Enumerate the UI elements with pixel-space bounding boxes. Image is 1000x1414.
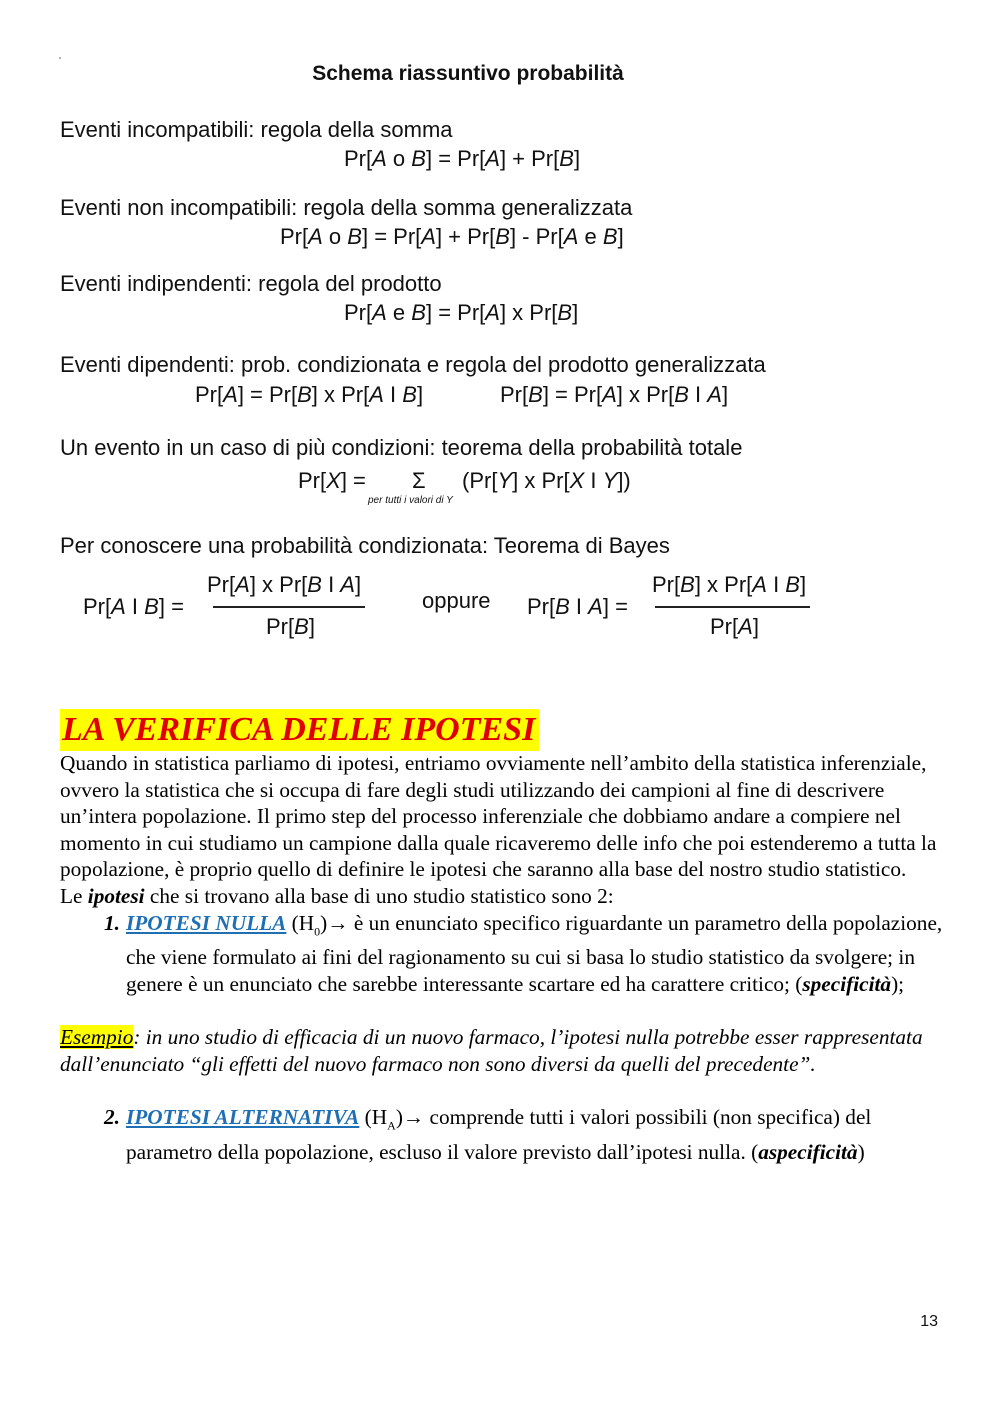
bayes2-fraction-line (655, 606, 810, 608)
h0-subscript: 0 (314, 923, 321, 938)
arrow-icon: → (402, 1104, 425, 1129)
bayes1-fraction-line (213, 606, 365, 608)
null-end: ); (891, 972, 905, 996)
rule-bayes-label: Per conoscere una probabilità condizionata: Teorema di Bayes (60, 533, 670, 558)
rule-conditional-label: Eventi dipendenti: prob. condizionata e regola del prodotto generalizzata (60, 352, 766, 377)
page-title: Schema riassuntivo probabilità (312, 62, 624, 85)
sigma-subscript: per tutti i valori di Y (368, 495, 453, 506)
ha-symbol-pre: (H (359, 1104, 388, 1129)
bayes2-denominator: Pr[A] (710, 614, 759, 639)
ipotesi-pre: Le (60, 883, 88, 908)
bayes1-lhs: Pr[A I B] = (83, 594, 184, 619)
h0-symbol-pre: (H (286, 910, 315, 935)
example-text: : in uno studio di efficacia di un nuovo farmaco, l’ipotesi nulla potrebbe esser rappresentata dall’enunciato “gli effetti del nuovo farmaco non sono diversi da quelli del precedente”. (60, 1025, 923, 1076)
ipotesi-nulla-link[interactable]: IPOTESI NULLA (126, 910, 287, 935)
formula-product: Pr[A e B] = Pr[A] x Pr[B] (344, 300, 579, 325)
ipotesi-alternativa-link[interactable]: IPOTESI ALTERNATIVA (126, 1104, 360, 1129)
bayes1-numerator: Pr[A] x Pr[B I A] (207, 572, 362, 597)
bayes2-numerator: Pr[B] x Pr[A I B] (652, 572, 807, 597)
specificita-bold: specificità (802, 972, 892, 996)
page-number: 13 (920, 1313, 938, 1330)
bayes1-denominator: Pr[B] (266, 614, 315, 639)
list-item-null (60, 910, 945, 998)
tick-mark: ' (59, 56, 61, 67)
arrow-icon: → (327, 910, 349, 935)
example-paragraph (60, 1024, 945, 1077)
ha-subscript: A (387, 1118, 396, 1133)
oppure-text: oppure (422, 588, 491, 613)
rule-product-label: Eventi indipendenti: regola del prodotto (60, 271, 442, 296)
body-text (60, 750, 945, 1165)
example-label: Esempio (60, 1025, 134, 1050)
rule-total-prob-label: Un evento in un caso di più condizioni: teorema della probabilità totale (60, 435, 743, 460)
section-heading: LA VERIFICA DELLE IPOTESI (60, 709, 539, 751)
ipotesi-line (60, 883, 945, 910)
rule-sum-label: Eventi incompatibili: regola della somma (60, 117, 453, 142)
formula-total-right: (Pr[Y] x Pr[X I Y]) (462, 468, 631, 493)
formula-conditional-a: Pr[A] = Pr[B] x Pr[A I B] (195, 382, 424, 407)
alternative-text: comprende tutti i valori possibili (non specifica) del parametro della popolazione, escluso il valore previsto dall’ipotesi nulla. ( (126, 1104, 872, 1164)
list-item-alternative (60, 1104, 945, 1165)
formula-total-left: Pr[X] = (298, 468, 366, 493)
intro-paragraph: Quando in statistica parliamo di ipotesi, entriamo ovviamente nell’ambito della statistica inferenziale, ovvero la statistica che si occupa di fare degli studi utilizzando dei campioni al fine di descrivere un’intera popolazione. Il primo step del processo inferenziale che dobbiamo andare a compiere nel momento in cui studiamo un campione dalla quale ricaveremo delle info che poi estenderemo a tutta la popolazione, è proprio quello di definire le ipotesi che saranno alla base del nostro studio statistico. (60, 751, 937, 882)
aspecificita-bold: aspecificità (758, 1139, 858, 1164)
alternative-end: ) (857, 1139, 865, 1164)
formula-sum: Pr[A o B] = Pr[A] + Pr[B] (344, 146, 581, 171)
list-number-2: 2. (104, 1104, 120, 1129)
list-number-1: 1. (104, 910, 120, 935)
rule-general-sum-label: Eventi non incompatibili: regola della somma generalizzata (60, 195, 633, 220)
ipotesi-post: che si trovano alla base di uno studio statistico sono 2: (144, 883, 614, 908)
sigma-symbol: Σ (412, 468, 426, 493)
ipotesi-bold: ipotesi (87, 883, 145, 908)
h0-symbol-post: ) (320, 910, 328, 935)
bayes2-lhs: Pr[B I A] = (527, 594, 628, 619)
formula-general-sum: Pr[A o B] = Pr[A] + Pr[B] - Pr[A e B] (280, 224, 624, 249)
ha-symbol-post: ) (395, 1104, 403, 1129)
formula-conditional-b: Pr[B] = Pr[A] x Pr[B I A] (500, 382, 729, 407)
null-text: è un enunciato specifico riguardante un parametro della popolazione, che viene formulato ai fini del ragionamento su cui si basa lo studio statistico da svolgere; in genere è un enunciato che sarebbe interessante scartare ed ha carattere critico; ( (126, 910, 943, 996)
